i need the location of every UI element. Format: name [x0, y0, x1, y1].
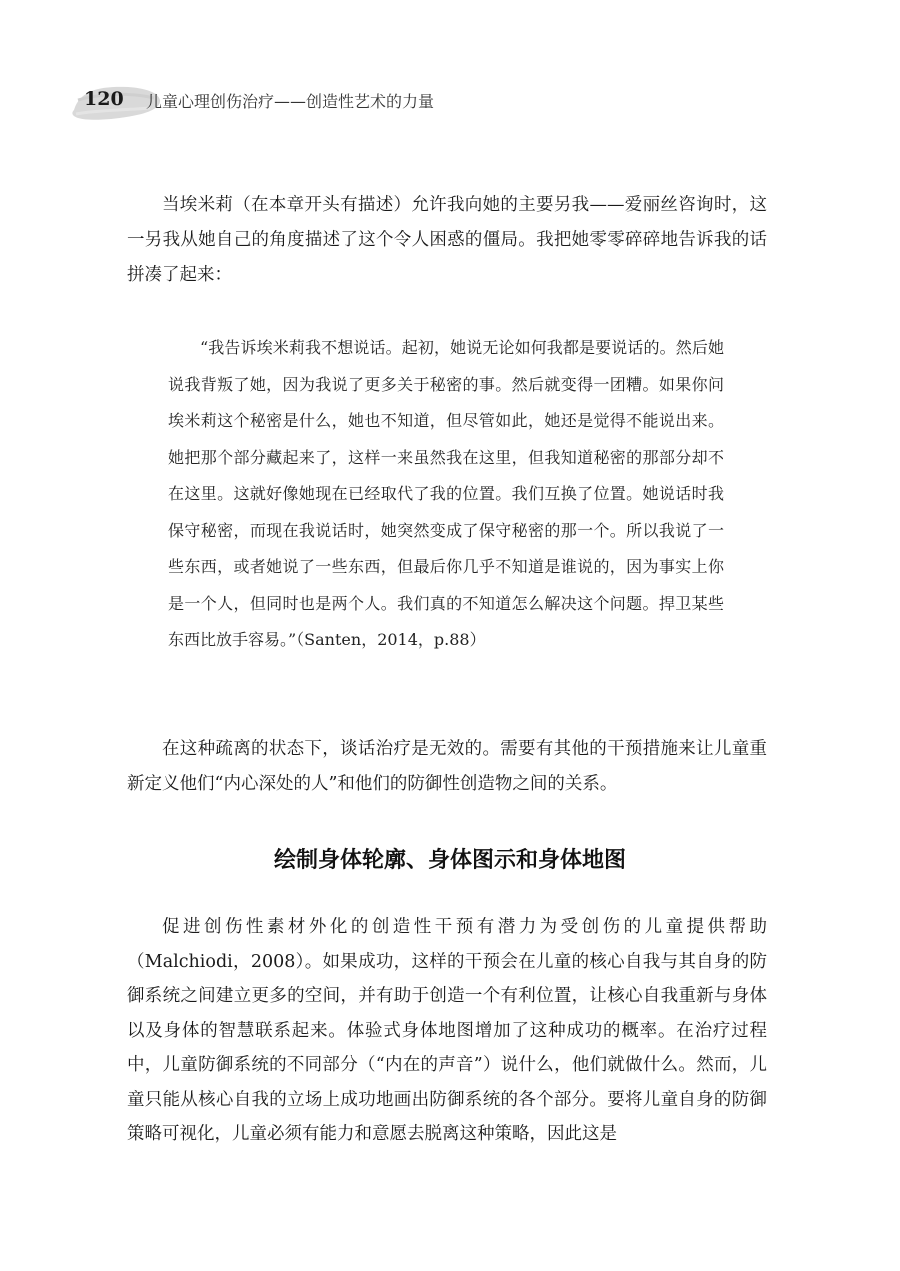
paragraph-dissociation: 在这种疏离的状态下，谈话治疗是无效的。需要有其他的干预措施来让儿童重新定义他们“内心深处的人”和他们的防御性创造物之间的关系。 — [127, 739, 767, 794]
block-quote: “我告诉埃米莉我不想说话。起初，她说无论如何我都是要说话的。然后她说我背叛了她，因为我说了更多关于秘密的事。然后就变得一团糟。如果你问埃米莉这个秘密是什么，她也不知道，但尽管如此，她还是觉得不能说出来。她把那个部分藏起来了，这样一来虽然我在这里，但我知道秘密的那部分却不在这里。这就好像她现在已经取代了我的位置。我们互换了位置。她说话时我保守秘密，而现在我说话时，她突然变成了保守秘密的那一个。所以我说了一些东西，或者她说了一些东西，但最后你几乎不知道是谁说的，因为事实上你是一个人，但同时也是两个人。我们真的不知道怎么解决这个问题。捍卫某些东西比放手容易。”（Santen，2014，p.88） — [168, 338, 724, 649]
section-heading: 绘制身体轮廓、身体图示和身体地图 — [273, 848, 626, 873]
running-header — [70, 80, 770, 124]
paragraph-body-mapping: 促进创伤性素材外化的创造性干预有潜力为受创伤的儿童提供帮助（Malchiodi，2008）。如果成功，这样的干预会在儿童的核心自我与其自身的防御系统之间建立更多的空间，并有助于创造一个有利位置，让核心自我重新与身体以及身体的智慧联系起来。体验式身体地图增加了这种成功的概率。在治疗过程中，儿童防御系统的不同部分（“内在的声音”）说什么，他们就做什么。然而，儿童只能从核心自我的立场上成功地画出防御系统的各个部分。要将儿童自身的防御策略可视化，儿童必须有能力和意愿去脱离这种策略，因此这是 — [127, 917, 767, 1144]
paragraph-intro: 当埃米莉（在本章开头有描述）允许我向她的主要另我——爱丽丝咨询时，这一另我从她自己的角度描述了这个令人困惑的僵局。我把她零零碎碎地告诉我的话拼凑了起来： — [127, 195, 767, 285]
page-number: 120 — [84, 88, 124, 110]
running-title: 儿童心理创伤治疗——创造性艺术的力量 — [146, 92, 435, 111]
